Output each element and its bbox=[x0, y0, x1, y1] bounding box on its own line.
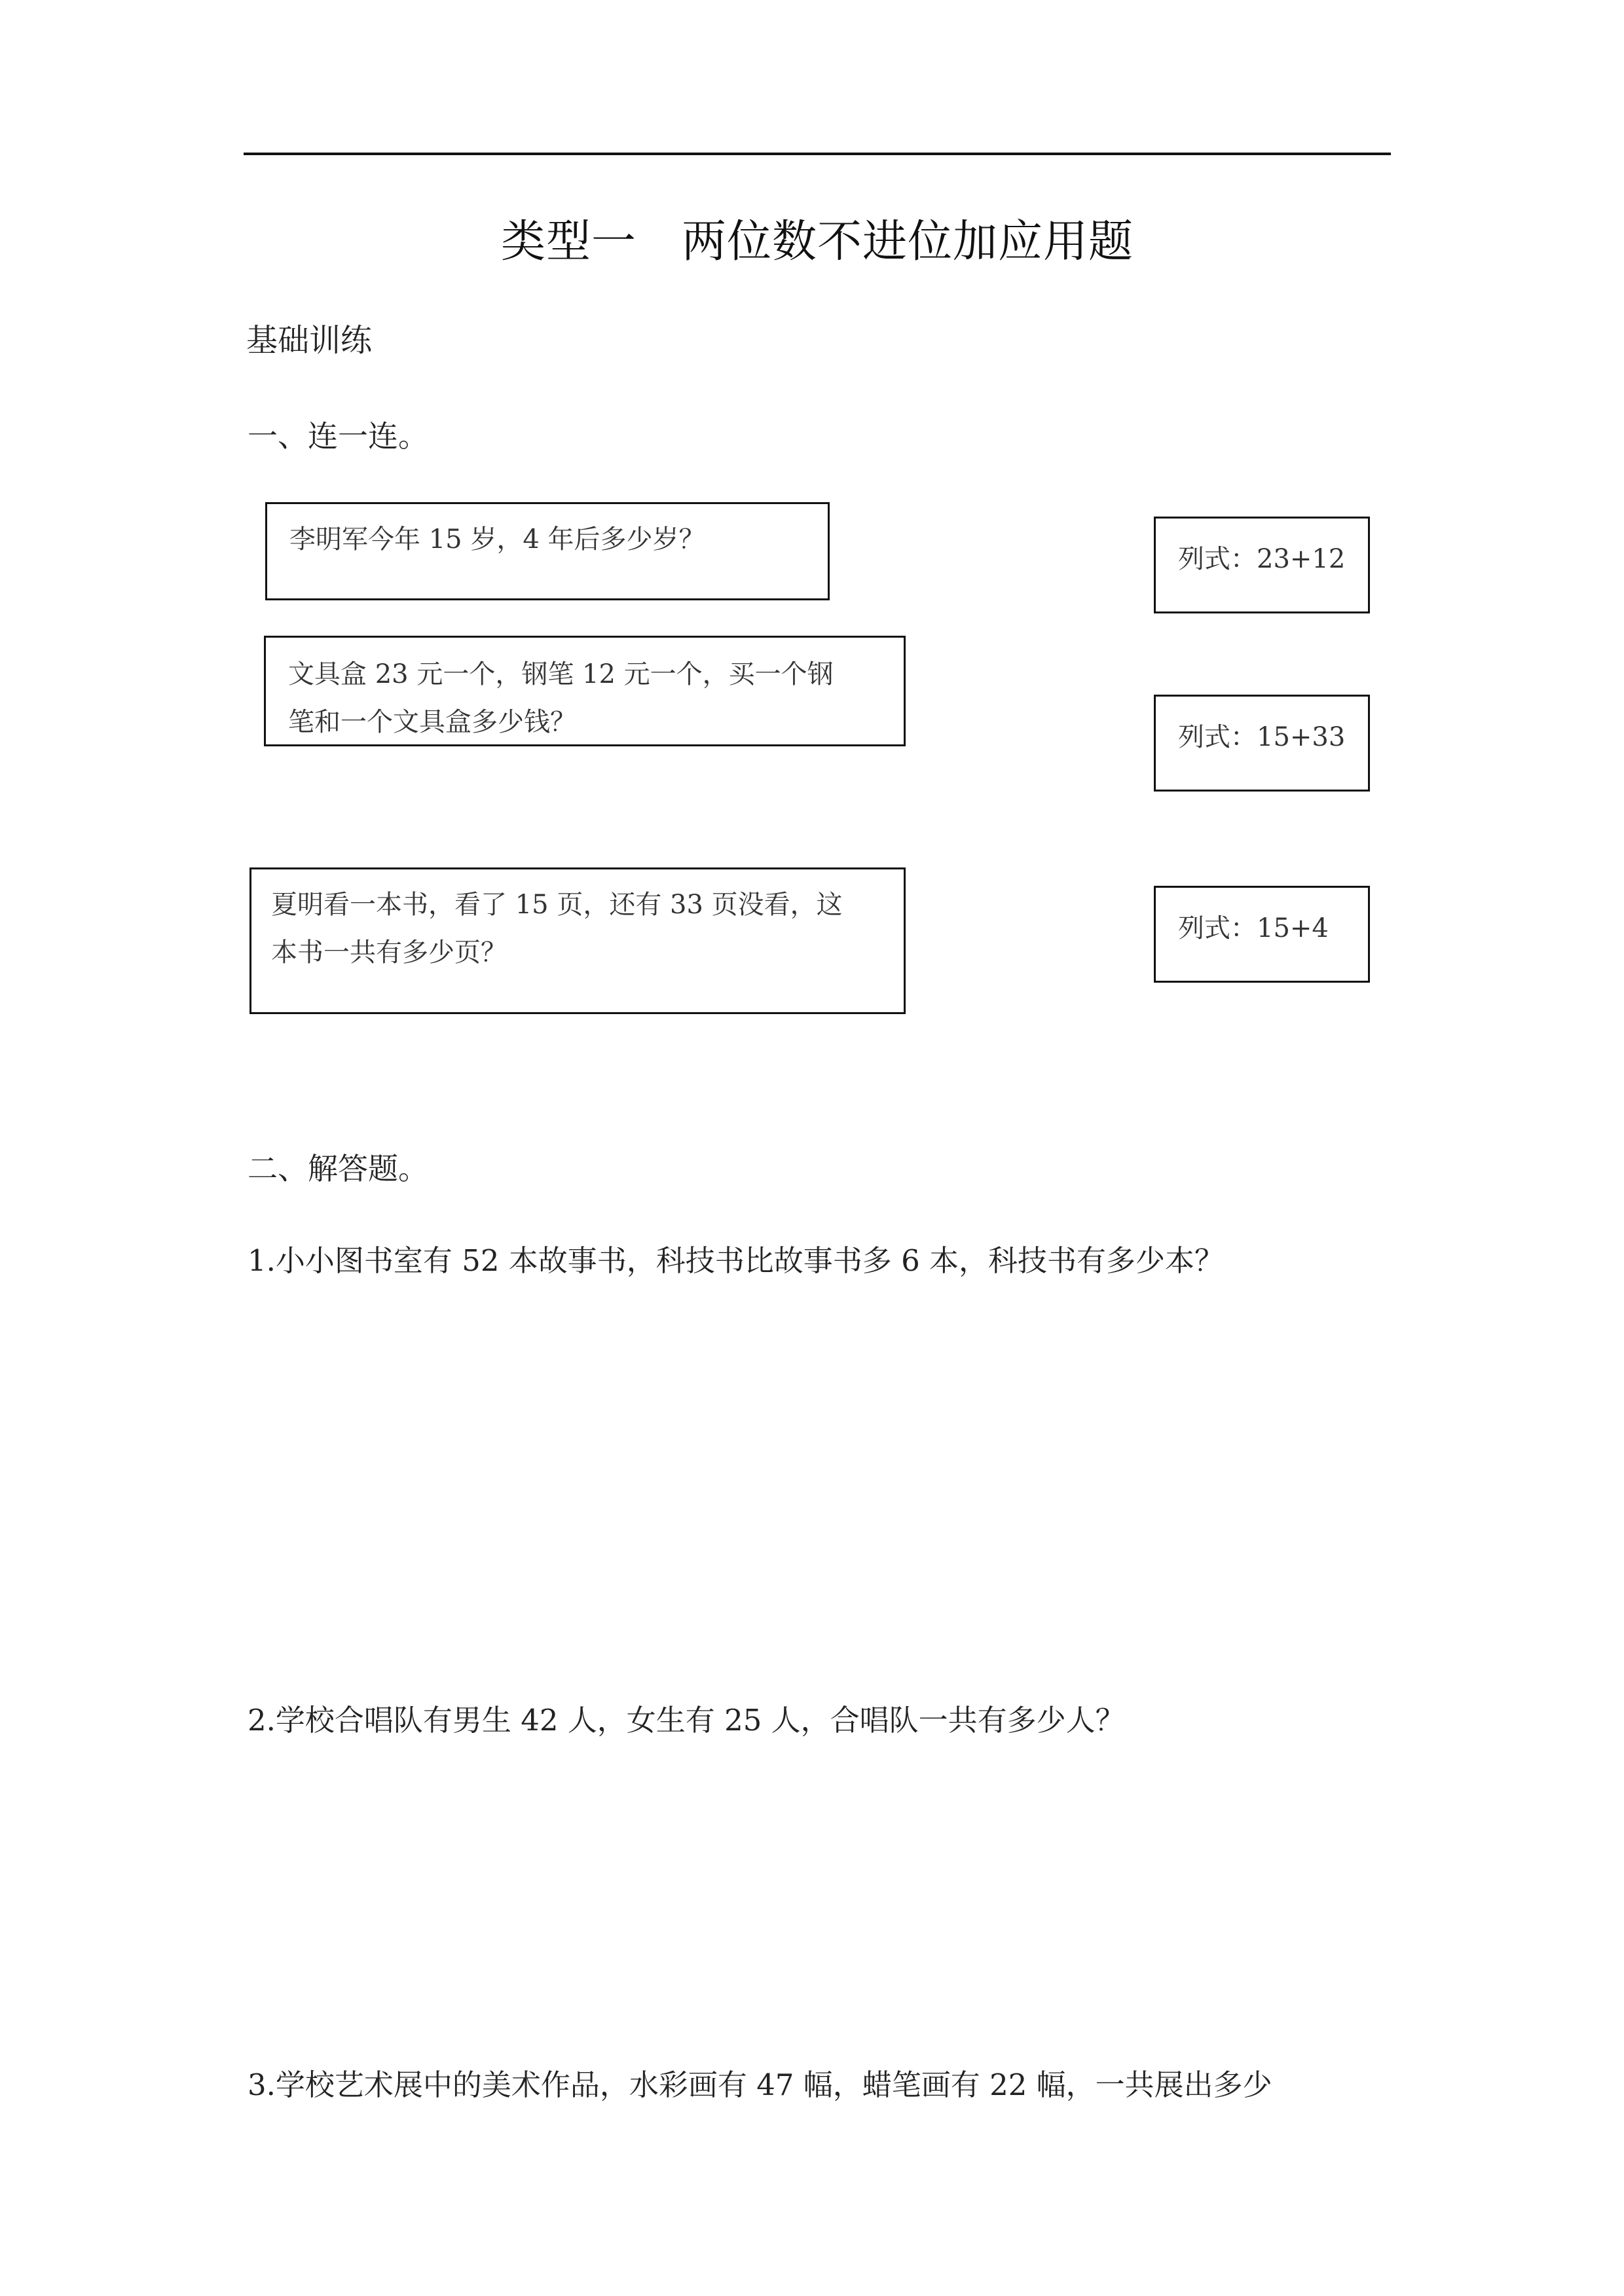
question-3: 3.学校艺术展中的美术作品，水彩画有 47 幅，蜡笔画有 22 幅，一共展出多少 bbox=[248, 2068, 1272, 2102]
section2-heading: 二、解答题。 bbox=[248, 1151, 428, 1186]
section-subtitle: 基础训练 bbox=[246, 322, 373, 359]
section1-heading: 一、连一连。 bbox=[248, 418, 428, 454]
match-problem-box-1[interactable] bbox=[265, 502, 830, 600]
question-2: 2.学校合唱队有男生 42 人，女生有 25 人，合唱队一共有多少人？ bbox=[248, 1703, 1125, 1738]
match-problem-3-line-2: 本书一共有多少页？ bbox=[271, 938, 507, 968]
match-formula-box-2[interactable] bbox=[1154, 695, 1370, 792]
header-rule bbox=[244, 153, 1391, 155]
match-formula-box-1[interactable] bbox=[1154, 517, 1370, 613]
question-1: 1.小小图书室有 52 本故事书，科技书比故事书多 6 本，科技书有多少本？ bbox=[248, 1243, 1225, 1278]
match-problem-box-3[interactable] bbox=[249, 867, 906, 1014]
match-problem-2-line-2: 笔和一个文具盒多少钱？ bbox=[288, 707, 576, 737]
match-formula-box-3[interactable] bbox=[1154, 886, 1370, 983]
match-formula-2-label: 列式：15+33 bbox=[1178, 722, 1346, 752]
match-problem-2-line-1: 文具盒 23 元一个，钢笔 12 元一个，买一个钢 bbox=[288, 659, 834, 689]
match-problem-box-2[interactable] bbox=[264, 636, 906, 746]
match-formula-3-label: 列式：15+4 bbox=[1178, 913, 1329, 943]
match-formula-1-label: 列式：23+12 bbox=[1178, 544, 1346, 574]
match-problem-3-line-1: 夏明看一本书，看了 15 页，还有 33 页没看，这 bbox=[271, 890, 843, 920]
page-title: 类型一 两位数不进位加应用题 bbox=[500, 216, 1134, 268]
match-problem-1-line-1: 李明军今年 15 岁，4 年后多少岁？ bbox=[289, 524, 705, 555]
